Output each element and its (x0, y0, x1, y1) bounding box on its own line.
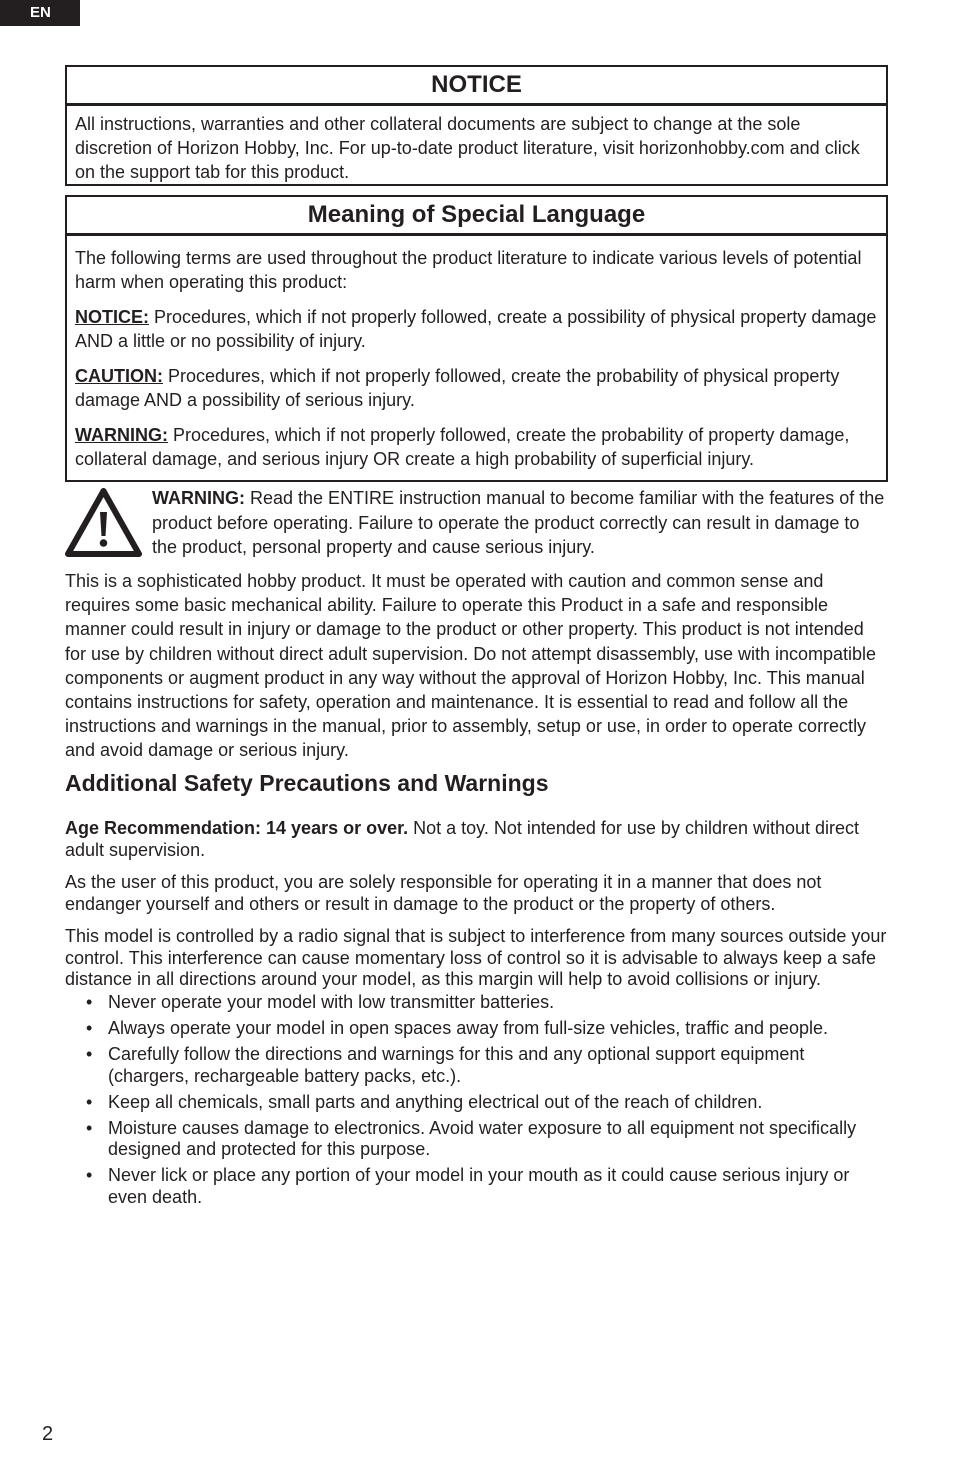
language-tab: EN (0, 0, 80, 26)
term-caution (75, 364, 878, 412)
bullet-icon: • (86, 1165, 93, 1185)
age-recommendation (65, 818, 888, 861)
notice-title: NOTICE (67, 67, 886, 106)
intro-paragraph: This is a sophisticated hobby product. It must be operated with caution and common sense and requires some basic mechanical ability. Failure to operate this Product in a safe and responsible manner could result in injury or damage to the product or other property. This product is not intended for use by children without direct adult supervision. Do not attempt disassembly, use with incompatible components or augment product in any way without the approval of Horizon Hobby, Inc. This manual contains instructions for safety, operation and maintenance. It is essential to read and follow all the instructions and warnings in the manual, prior to assembly, setup or use, in order to operate correctly and avoid damage or serious injury. (65, 571, 877, 761)
bullet-icon: • (86, 1044, 93, 1064)
page-number: 2 (42, 1423, 54, 1445)
special-language-box (65, 195, 888, 482)
list-item (65, 992, 888, 1014)
list-item-text: Keep all chemicals, small parts and anything electrical out of the reach of children. (108, 1091, 763, 1112)
term-text: Procedures, which if not properly followed, create a possibility of physical property damage AND a little or no possibility of injury. (75, 307, 877, 351)
special-language-intro: The following terms are used throughout the product literature to indicate various levels of potential harm when operating this product: (75, 248, 862, 292)
bullet-icon: • (86, 1091, 93, 1112)
list-item-text: Never lick or place any portion of your model in your mouth as it could cause serious injury or even death. (108, 1165, 850, 1207)
bullet-icon: • (86, 992, 93, 1012)
term-notice (75, 305, 878, 353)
term-label: CAUTION: (75, 366, 163, 386)
term-text: Procedures, which if not properly followed, create the probability of property damage, collateral damage, and serious injury OR create a high probability of superficial injury. (75, 425, 850, 469)
warning-label: WARNING: (152, 488, 245, 508)
term-label: WARNING: (75, 425, 168, 445)
list-item (65, 1018, 888, 1040)
bullet-icon: • (86, 1117, 93, 1138)
radio-interference-paragraph: This model is controlled by a radio signal that is subject to interference from many sources outside your control. This interference can cause momentary loss of control so it is advisable to always keep a safe distance in all directions around your model, as this margin will help to avoid collisions or injury. (65, 926, 887, 989)
special-language-title: Meaning of Special Language (67, 197, 886, 236)
list-item-text: Carefully follow the directions and warnings for this and any optional support equipment (chargers, rechargeable battery packs, etc.). (108, 1044, 805, 1086)
warning-body: Read the ENTIRE instruction manual to become familiar with the features of the product before operating. Failure to operate the product correctly can result in damage to the product, personal property and cause serious injury. (152, 488, 885, 557)
list-item (65, 1044, 888, 1087)
term-label: NOTICE: (75, 307, 149, 327)
notice-body: All instructions, warranties and other collateral documents are subject to change at the sole discretion of Horizon Hobby, Inc. For up-to-date product literature, visit horizonhobby.com and click on the support tab for this product. (75, 114, 860, 182)
safety-section-title: Additional Safety Precautions and Warnings (65, 770, 549, 796)
list-item-text: Never operate your model with low transmitter batteries. (108, 992, 555, 1012)
bullet-icon: • (86, 1018, 93, 1038)
term-warning (75, 423, 878, 471)
notice-box (65, 65, 888, 186)
warning-triangle-icon (65, 488, 142, 558)
user-responsibility-paragraph: As the user of this product, you are solely responsible for operating it in a manner that does not endanger yourself and others or result in damage to the product or the property of others. (65, 872, 822, 914)
safety-bullet-list (65, 992, 888, 1213)
list-item-text: Always operate your model in open spaces away from full-size vehicles, traffic and people. (108, 1018, 829, 1038)
term-text: Procedures, which if not properly followed, create the probability of physical property damage AND a possibility of serious injury. (75, 366, 840, 410)
list-item-text: Moisture causes damage to electronics. Avoid water exposure to all equipment not specifically designed and protected for this purpose. (108, 1117, 857, 1159)
warning-text (152, 486, 888, 560)
age-text: Not a toy. Not intended for use by children without direct adult supervision. (65, 818, 860, 860)
list-item (65, 1092, 888, 1114)
age-label: Age Recommendation: 14 years or over. (65, 818, 409, 838)
list-item (65, 1165, 888, 1208)
list-item (65, 1118, 888, 1161)
